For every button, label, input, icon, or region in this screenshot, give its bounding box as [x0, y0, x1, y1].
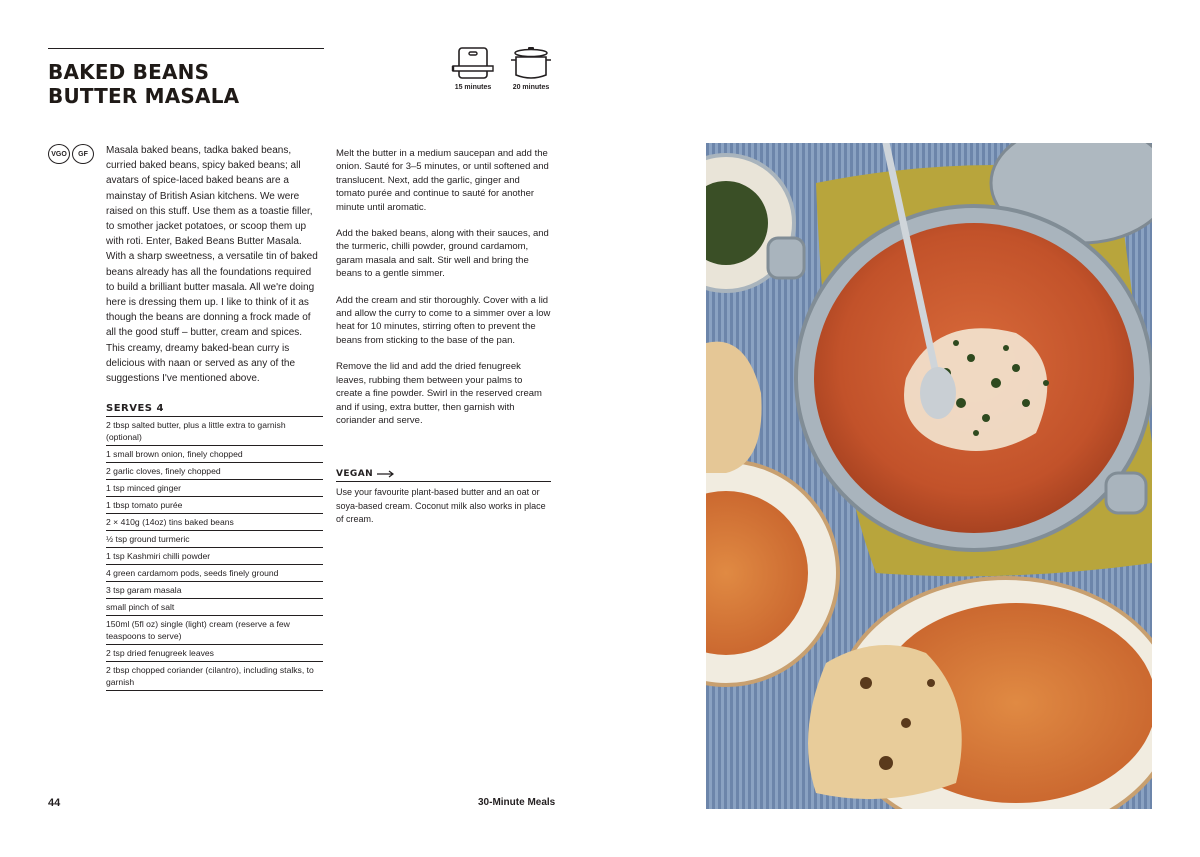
ingredient-list [106, 416, 323, 691]
vegan-heading-label: VEGAN [336, 469, 373, 479]
ingredient-item: ½ tsp ground turmeric [106, 531, 323, 548]
vegan-heading [336, 469, 551, 482]
prep-time-label: 15 minutes [454, 84, 492, 91]
title-rule [48, 48, 324, 49]
vgo-badge: VGO [48, 144, 70, 164]
ingredient-item: 1 tsp minced ginger [106, 480, 323, 497]
pan-handle-left [768, 238, 804, 278]
ingredient-item: small pinch of salt [106, 599, 323, 616]
ingredient-item: 2 tbsp salted butter, plus a little extra to garnish (optional) [106, 417, 323, 446]
method-step: Add the baked beans, along with their sauces, and the turmeric, chilli powder, ground cardamom, garam masala and salt. Stir well and bring the beans to a gentle simmer. [336, 228, 549, 280]
recipe-title-line-1: BAKED BEANS [48, 60, 210, 84]
saucepan-icon [508, 44, 554, 82]
cook-time [504, 44, 558, 91]
ingredient-item: 1 small brown onion, finely chopped [106, 446, 323, 463]
ingredient-item: 150ml (5fl oz) single (light) cream (reserve a few teaspoons to serve) [106, 616, 323, 645]
ingredient-item: 1 tbsp tomato purée [106, 497, 323, 514]
recipe-intro: Masala baked beans, tadka baked beans, curried baked beans, spicy baked beans; all avatars of spice-laced baked beans are a mainstay of British Asian kitchens. We were raised on this stuff. Use them as a toastie filler, to smother jacket potatoes, or scoop them up with roti. Enter, Baked Beans Butter Masala. With a sharp sweetness, a versatile tin of baked beans already has all the foundations required to build a brilliant butter masala. All we're doing here is dressing them up. I like to think of it as though the beans are donning a frock made of all the good stuff – butter, cream and spices. This creamy, dreamy baked-bean curry is delicious with naan or served as any of the suggestions I've mentioned above. [106, 145, 318, 385]
ingredient-item: 4 green cardamom pods, seeds finely ground [106, 565, 323, 582]
gf-badge: GF [72, 144, 94, 164]
curry-photo-illustration [706, 143, 1152, 809]
ingredient-item: 2 tsp dried fenugreek leaves [106, 645, 323, 662]
vegan-variation [336, 469, 551, 527]
ingredient-item: 1 tsp Kashmiri chilli powder [106, 548, 323, 565]
vegan-text: Use your favourite plant-based butter and an oat or soya-based cream. Coconut milk also works in place of cream. [336, 487, 546, 525]
method-step: Melt the butter in a medium saucepan and add the onion. Sauté for 3–5 minutes, or until softened and translucent. Next, add the garlic, ginger and tomato purée and continue to sauté for another minute until aromatic. [336, 148, 549, 213]
ingredient-item: 2 tbsp chopped coriander (cilantro), including stalks, to garnish [106, 662, 323, 691]
naan-front [808, 645, 962, 799]
pan-handle-right [1106, 473, 1146, 513]
spoon-bowl [920, 367, 956, 419]
method-step: Add the cream and stir thoroughly. Cover with a lid and allow the curry to come to a simmer over a low heat for 10 minutes, stirring often to prevent the beans from sticking to the base of the pan. [336, 294, 551, 346]
recipe-photo [706, 143, 1152, 809]
cook-time-label: 20 minutes [512, 84, 550, 91]
recipe-title [48, 60, 348, 108]
timings [446, 44, 564, 100]
recipe-title-line-2: BUTTER MASALA [48, 84, 240, 108]
chapter-title: 30-Minute Meals [478, 797, 556, 808]
page-number: 44 [48, 797, 61, 809]
method-step: Remove the lid and add the dried fenugreek leaves, rubbing them between your palms to create a fine powder. Swirl in the reserved cream and if using, extra butter, then garnish with coriander and serve. [336, 361, 542, 426]
arrow-right-icon [377, 470, 395, 478]
prep-time [446, 44, 500, 91]
serves-heading: SERVES 4 [106, 403, 164, 414]
ingredient-item: 2 × 410g (14oz) tins baked beans [106, 514, 323, 531]
chopping-board-icon [450, 44, 496, 82]
ingredient-item: 3 tsp garam masala [106, 582, 323, 599]
method [336, 147, 551, 440]
ingredient-item: 2 garlic cloves, finely chopped [106, 463, 323, 480]
